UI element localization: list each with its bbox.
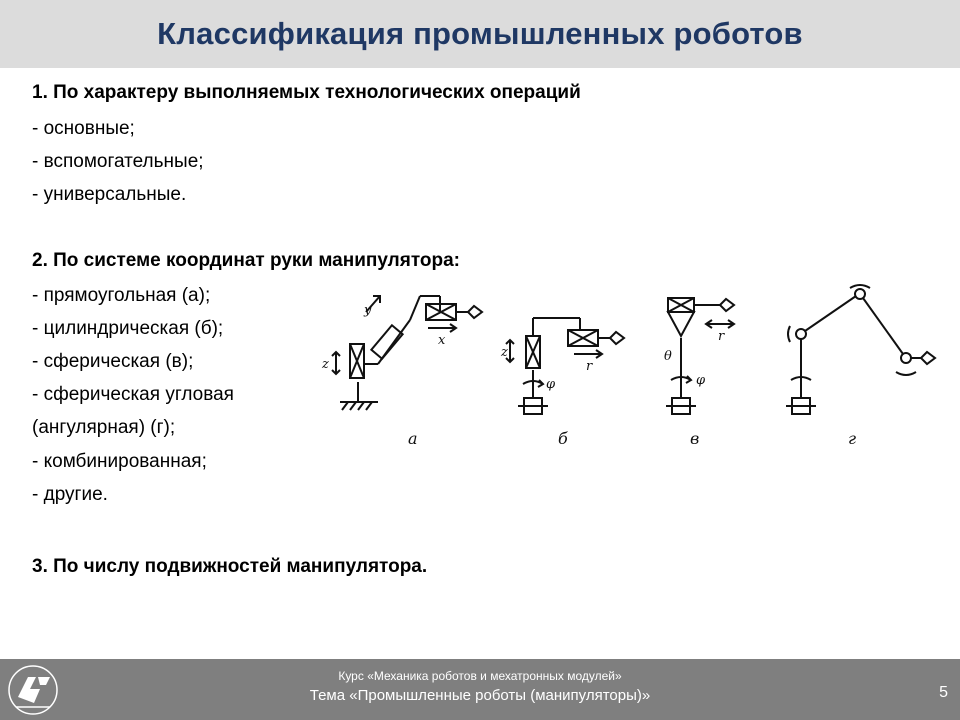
section-1-item: - вспомогательные; xyxy=(32,151,204,172)
title-bar xyxy=(0,0,960,68)
section-2-item: - цилиндрическая (б); xyxy=(32,318,224,339)
section-2-item: - другие. xyxy=(32,484,108,505)
axis-symbol: r xyxy=(586,359,593,374)
section-1-item: - основные; xyxy=(32,118,135,139)
footer-bar xyxy=(0,659,960,720)
axis-symbol: y xyxy=(364,303,372,318)
axis-symbol: x xyxy=(438,333,446,348)
footer-course: Курс «Механика роботов и мехатронных модулей» xyxy=(338,669,622,683)
section-2-item: - сферическая угловая xyxy=(32,384,234,405)
scheme-v-spherical xyxy=(666,298,734,414)
figure-label: б xyxy=(558,429,568,448)
section-2-heading: 2. По системе координат руки манипулятора: xyxy=(32,250,461,271)
section-2-item: (ангулярная) (г); xyxy=(32,417,176,438)
figure-label: г xyxy=(848,429,857,448)
axis-symbol: φ xyxy=(546,377,556,392)
figure-label: в xyxy=(690,429,700,448)
section-2-item: - комбинированная; xyxy=(32,451,207,472)
section-1-item: - универсальные. xyxy=(32,184,187,205)
axis-symbol: z xyxy=(322,357,329,372)
figure-label: а xyxy=(408,429,418,448)
footer-topic: Тема «Промышленные роботы (манипуляторы)» xyxy=(309,687,651,704)
page-number: 5 xyxy=(939,684,948,701)
axis-symbol: θ xyxy=(664,349,672,364)
section-2-item: - сферическая (в); xyxy=(32,351,194,372)
manipulator-kinematic-schemes xyxy=(318,282,943,452)
scheme-a-rectangular xyxy=(332,296,482,410)
scheme-g-angular xyxy=(786,285,935,414)
axis-symbol: φ xyxy=(696,373,706,388)
section-1-heading: 1. По характеру выполняемых технологических операций xyxy=(32,82,581,103)
section-2-item: - прямоугольная (а); xyxy=(32,285,211,306)
scheme-b-cylindrical xyxy=(506,318,624,414)
slide-title: Классификация промышленных роботов xyxy=(157,16,803,51)
axis-symbol: r xyxy=(718,329,725,344)
section-3-heading: 3. По числу подвижностей манипулятора. xyxy=(32,556,428,577)
axis-symbol: z xyxy=(501,345,508,360)
